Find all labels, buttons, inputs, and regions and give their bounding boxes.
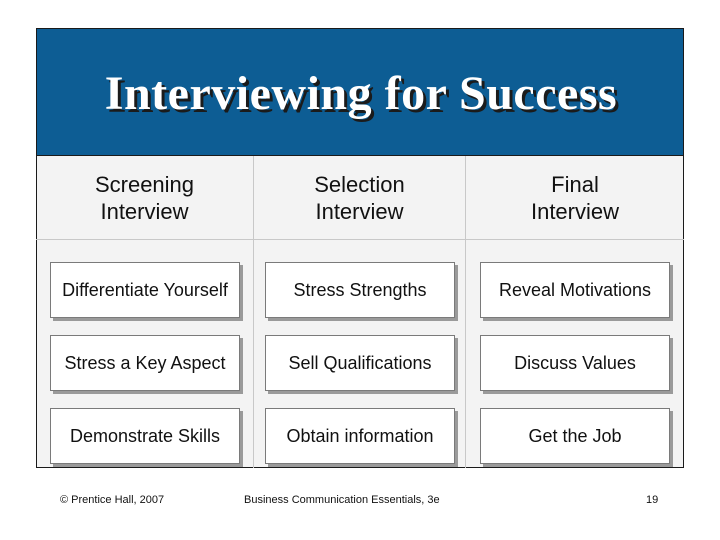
interview-stages-table (36, 156, 684, 468)
stage-item: Sell Qualifications (265, 335, 455, 391)
column-header-text: Screening Interview (94, 171, 195, 224)
footer-page-number: 19 (646, 494, 659, 506)
stage-item: Stress Strengths (265, 262, 455, 318)
stage-item: Stress a Key Aspect (50, 335, 240, 391)
column-header-text: Selection Interview (314, 171, 405, 224)
stage-item: Demonstrate Skills (50, 408, 240, 464)
column-selection (254, 156, 466, 468)
stage-item: Differentiate Yourself (50, 262, 240, 318)
title-bar (36, 28, 684, 156)
stage-item: Discuss Values (480, 335, 670, 391)
column-screening (36, 156, 254, 468)
footer-copyright: © Prentice Hall, 2007 (60, 494, 165, 506)
column-header (36, 156, 253, 240)
footer-book-title: Business Communication Essentials, 3e (244, 494, 440, 506)
column-final (466, 156, 684, 468)
stage-item: Obtain information (265, 408, 455, 464)
column-header-text: Final Interview (530, 171, 620, 224)
slide-title: Interviewing for Success (104, 66, 618, 120)
stage-item: Get the Job (480, 408, 670, 464)
column-header (466, 156, 684, 240)
stage-item: Reveal Motivations (480, 262, 670, 318)
column-header (254, 156, 465, 240)
